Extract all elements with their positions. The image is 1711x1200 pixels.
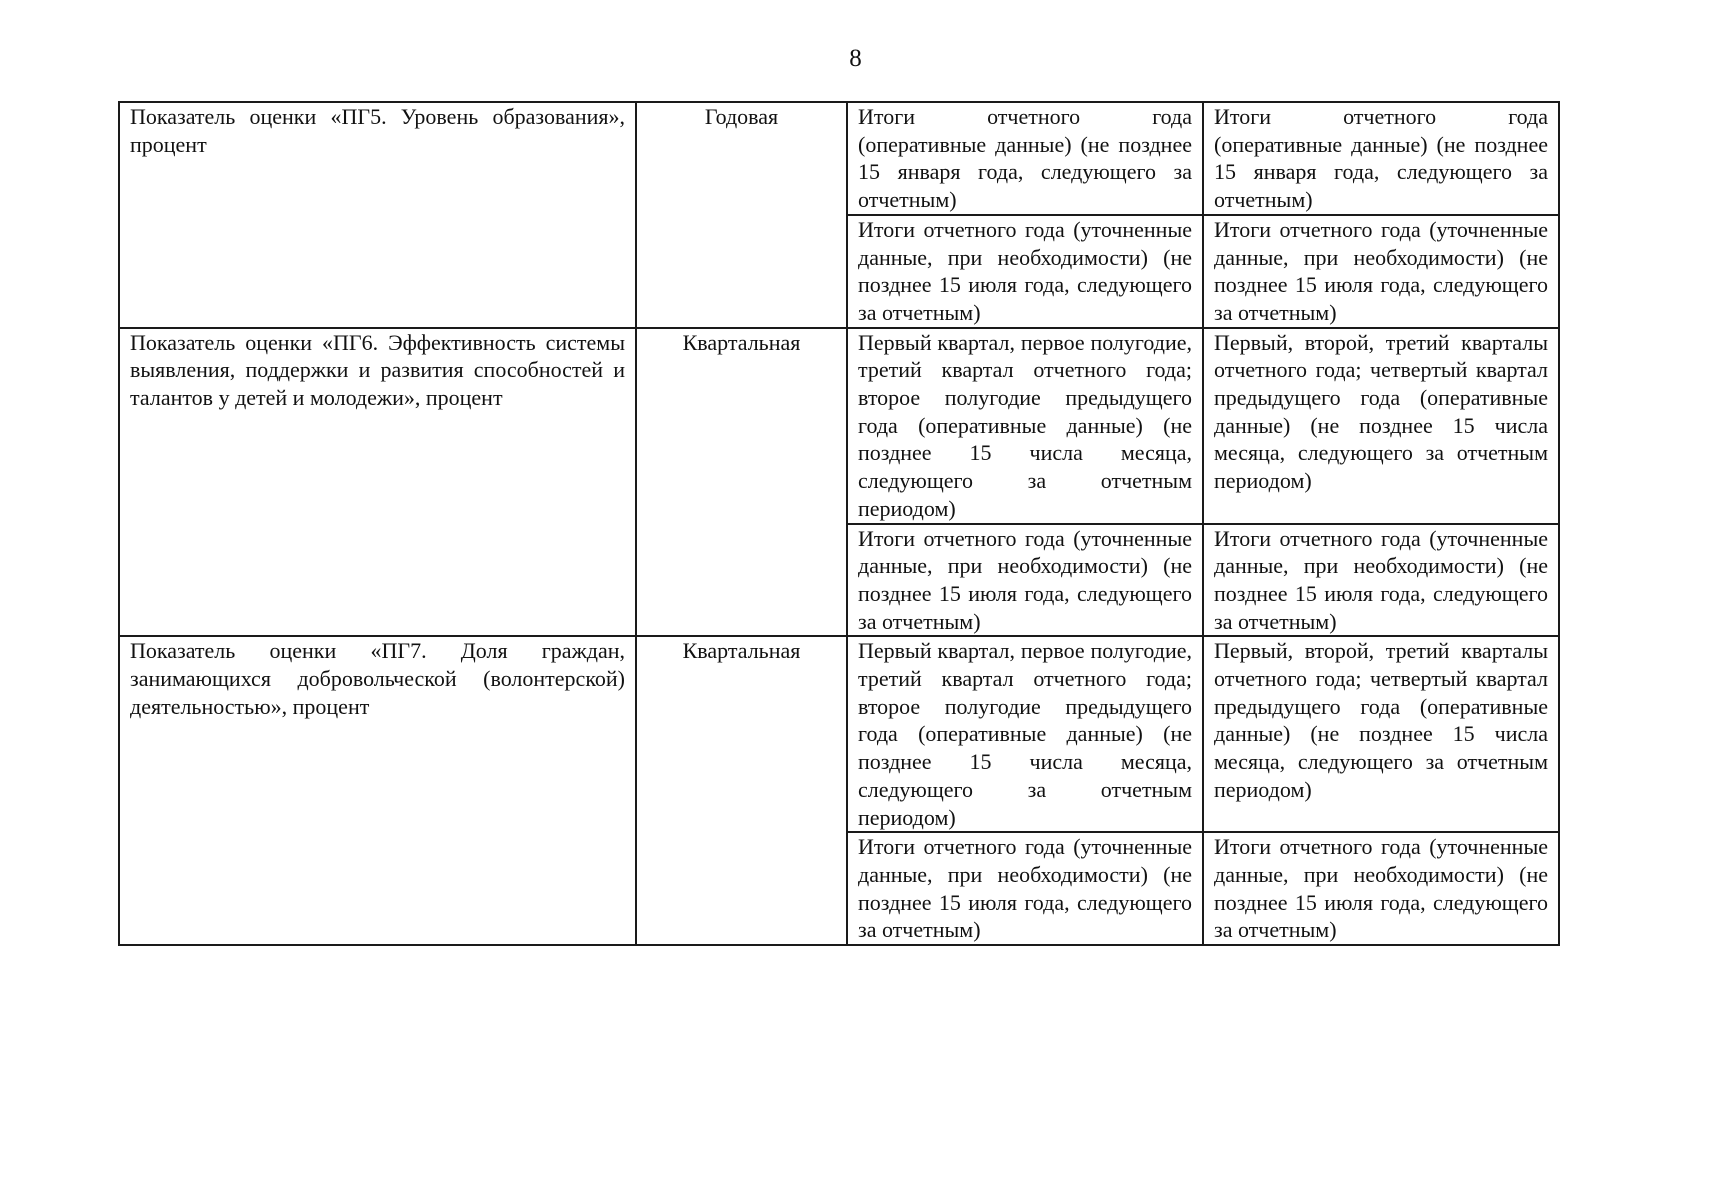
table-row [119,328,1559,524]
indicator-periodicity: Годовая [636,102,847,328]
table-row [119,636,1559,832]
reporting-period-cell: Итоги отчетного года (оперативные данные) (не позднее 15 января года, следующего за отчетным) [847,102,1203,215]
reporting-period-cell: Итоги отчетного года (уточненные данные, при необходимости) (не позднее 15 июля года, следующего за отчетным) [847,832,1203,945]
deadline-cell: Итоги отчетного года (уточненные данные, при необходимости) (не позднее 15 июля года, следующего за отчетным) [1203,524,1559,637]
indicator-name: Показатель оценки «ПГ6. Эффективность системы выявления, поддержки и развития способностей и талантов у детей и молодежи», процент [119,328,636,637]
indicators-table [118,101,1560,946]
indicator-periodicity: Квартальная [636,636,847,945]
indicator-periodicity: Квартальная [636,328,847,637]
indicator-name: Показатель оценки «ПГ5. Уровень образования», процент [119,102,636,328]
table-row [119,102,1559,215]
indicator-name: Показатель оценки «ПГ7. Доля граждан, занимающихся добровольческой (волонтерской) деятельностью», процент [119,636,636,945]
deadline-cell: Итоги отчетного года (уточненные данные, при необходимости) (не позднее 15 июля года, следующего за отчетным) [1203,832,1559,945]
deadline-cell: Итоги отчетного года (оперативные данные) (не позднее 15 января года, следующего за отчетным) [1203,102,1559,215]
reporting-period-cell: Первый квартал, первое полугодие, третий квартал отчетного года; второе полугодие предыдущего года (оперативные данные) (не позднее 15 числа месяца, следующего за отчетным периодом) [847,328,1203,524]
reporting-period-cell: Итоги отчетного года (уточненные данные, при необходимости) (не позднее 15 июля года, следующего за отчетным) [847,524,1203,637]
page-number: 8 [849,45,862,72]
deadline-cell: Первый, второй, третий кварталы отчетного года; четвертый квартал предыдущего года (оперативные данные) (не позднее 15 числа месяца, следующего за отчетным периодом) [1203,328,1559,524]
reporting-period-cell: Итоги отчетного года (уточненные данные, при необходимости) (не позднее 15 июля года, следующего за отчетным) [847,215,1203,328]
reporting-period-cell: Первый квартал, первое полугодие, третий квартал отчетного года; второе полугодие предыдущего года (оперативные данные) (не позднее 15 числа месяца, следующего за отчетным периодом) [847,636,1203,832]
deadline-cell: Первый, второй, третий кварталы отчетного года; четвертый квартал предыдущего года (оперативные данные) (не позднее 15 числа месяца, следующего за отчетным периодом) [1203,636,1559,832]
deadline-cell: Итоги отчетного года (уточненные данные, при необходимости) (не позднее 15 июля года, следующего за отчетным) [1203,215,1559,328]
